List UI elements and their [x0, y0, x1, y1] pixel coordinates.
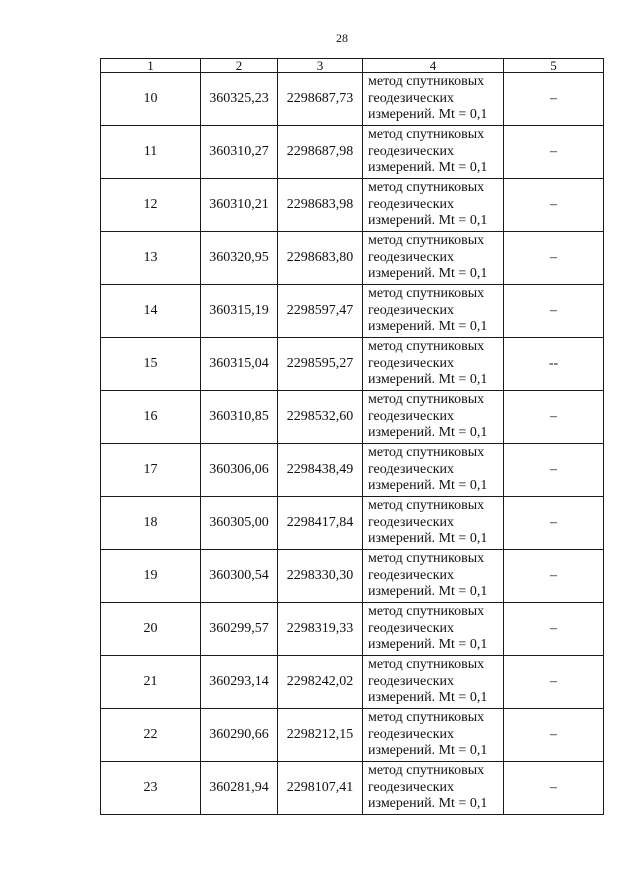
method-line: геодезических	[368, 567, 455, 583]
method-line: геодезических	[368, 620, 455, 636]
method-line: измерений. Mt = 0,1	[368, 213, 488, 229]
method-line: геодезических	[368, 673, 455, 689]
method-cell	[363, 338, 504, 391]
table-row	[101, 285, 604, 338]
table-row	[101, 73, 604, 126]
method-line: измерений. Mt = 0,1	[368, 796, 488, 812]
method-line: измерений. Mt = 0,1	[368, 160, 488, 176]
x-coordinate-cell: 360293,14	[201, 656, 278, 709]
page-number: 28	[336, 31, 348, 45]
y-coordinate-cell: 2298212,15	[278, 709, 363, 762]
header-col-3: 3	[278, 59, 363, 73]
method-cell	[363, 603, 504, 656]
x-coordinate-cell: 360325,23	[201, 73, 278, 126]
y-coordinate-cell: 2298319,33	[278, 603, 363, 656]
note-cell: –	[504, 550, 604, 603]
coordinates-table	[100, 58, 604, 815]
y-coordinate-cell: 2298687,98	[278, 126, 363, 179]
method-line: геодезических	[368, 143, 455, 159]
note-cell: –	[504, 285, 604, 338]
x-coordinate-cell: 360315,19	[201, 285, 278, 338]
x-coordinate-cell: 360299,57	[201, 603, 278, 656]
x-coordinate-cell: 360315,04	[201, 338, 278, 391]
header-col-2: 2	[201, 59, 278, 73]
method-cell	[363, 550, 504, 603]
table-row	[101, 497, 604, 550]
method-line: метод спутниковых	[368, 180, 485, 196]
table-row	[101, 391, 604, 444]
table-row	[101, 709, 604, 762]
method-line: метод спутниковых	[368, 763, 485, 779]
y-coordinate-cell: 2298595,27	[278, 338, 363, 391]
x-coordinate-cell: 360305,00	[201, 497, 278, 550]
method-line: геодезических	[368, 514, 455, 530]
table-row	[101, 550, 604, 603]
x-coordinate-cell: 360281,94	[201, 762, 278, 815]
method-line: метод спутниковых	[368, 710, 485, 726]
y-coordinate-cell: 2298330,30	[278, 550, 363, 603]
method-line: измерений. Mt = 0,1	[368, 266, 488, 282]
method-line: геодезических	[368, 355, 455, 371]
note-cell: –	[504, 179, 604, 232]
method-line: измерений. Mt = 0,1	[368, 690, 488, 706]
method-line: метод спутниковых	[368, 604, 485, 620]
note-cell: –	[504, 656, 604, 709]
table-row	[101, 232, 604, 285]
point-number-cell: 21	[101, 656, 201, 709]
method-cell	[363, 285, 504, 338]
x-coordinate-cell: 360320,95	[201, 232, 278, 285]
method-line: метод спутниковых	[368, 551, 485, 567]
point-number-cell: 15	[101, 338, 201, 391]
method-line: геодезических	[368, 249, 455, 265]
method-line: геодезических	[368, 779, 455, 795]
method-line: измерений. Mt = 0,1	[368, 743, 488, 759]
table-row	[101, 338, 604, 391]
method-line: геодезических	[368, 90, 455, 106]
y-coordinate-cell: 2298107,41	[278, 762, 363, 815]
method-line: измерений. Mt = 0,1	[368, 584, 488, 600]
method-line: измерений. Mt = 0,1	[368, 478, 488, 494]
method-line: измерений. Mt = 0,1	[368, 531, 488, 547]
method-line: метод спутниковых	[368, 127, 485, 143]
method-line: геодезических	[368, 408, 455, 424]
y-coordinate-cell: 2298532,60	[278, 391, 363, 444]
method-line: измерений. Mt = 0,1	[368, 372, 488, 388]
method-cell	[363, 126, 504, 179]
coordinates-table-body	[101, 73, 604, 815]
method-line: метод спутниковых	[368, 657, 485, 673]
note-cell: --	[504, 338, 604, 391]
method-line: измерений. Mt = 0,1	[368, 637, 488, 653]
method-cell	[363, 497, 504, 550]
point-number-cell: 13	[101, 232, 201, 285]
point-number-cell: 12	[101, 179, 201, 232]
point-number-cell: 18	[101, 497, 201, 550]
note-cell: –	[504, 762, 604, 815]
method-cell	[363, 762, 504, 815]
note-cell: –	[504, 391, 604, 444]
point-number-cell: 11	[101, 126, 201, 179]
method-line: метод спутниковых	[368, 498, 485, 514]
table-row	[101, 179, 604, 232]
method-line: геодезических	[368, 302, 455, 318]
x-coordinate-cell: 360300,54	[201, 550, 278, 603]
header-col-5: 5	[504, 59, 604, 73]
y-coordinate-cell: 2298242,02	[278, 656, 363, 709]
method-line: измерений. Mt = 0,1	[368, 425, 488, 441]
method-cell	[363, 179, 504, 232]
method-cell	[363, 444, 504, 497]
method-cell	[363, 391, 504, 444]
y-coordinate-cell: 2298683,80	[278, 232, 363, 285]
x-coordinate-cell: 360310,21	[201, 179, 278, 232]
y-coordinate-cell: 2298683,98	[278, 179, 363, 232]
method-line: метод спутниковых	[368, 74, 485, 90]
y-coordinate-cell: 2298687,73	[278, 73, 363, 126]
method-cell	[363, 232, 504, 285]
x-coordinate-cell: 360310,85	[201, 391, 278, 444]
table-row	[101, 603, 604, 656]
note-cell: –	[504, 73, 604, 126]
method-cell	[363, 73, 504, 126]
x-coordinate-cell: 360290,66	[201, 709, 278, 762]
point-number-cell: 10	[101, 73, 201, 126]
header-row	[101, 59, 604, 73]
method-line: метод спутниковых	[368, 286, 485, 302]
method-line: геодезических	[368, 726, 455, 742]
method-line: метод спутниковых	[368, 233, 485, 249]
method-line: метод спутниковых	[368, 392, 485, 408]
table-row	[101, 762, 604, 815]
note-cell: –	[504, 232, 604, 285]
method-cell	[363, 709, 504, 762]
point-number-cell: 14	[101, 285, 201, 338]
point-number-cell: 20	[101, 603, 201, 656]
point-number-cell: 16	[101, 391, 201, 444]
method-line: измерений. Mt = 0,1	[368, 319, 488, 335]
point-number-cell: 17	[101, 444, 201, 497]
x-coordinate-cell: 360310,27	[201, 126, 278, 179]
method-line: геодезических	[368, 461, 455, 477]
note-cell: –	[504, 709, 604, 762]
table-header	[101, 59, 604, 73]
point-number-cell: 19	[101, 550, 201, 603]
x-coordinate-cell: 360306,06	[201, 444, 278, 497]
method-line: метод спутниковых	[368, 445, 485, 461]
note-cell: –	[504, 497, 604, 550]
header-col-4: 4	[363, 59, 504, 73]
note-cell: –	[504, 603, 604, 656]
point-number-cell: 23	[101, 762, 201, 815]
header-col-1: 1	[101, 59, 201, 73]
note-cell: –	[504, 444, 604, 497]
method-line: метод спутниковых	[368, 339, 485, 355]
y-coordinate-cell: 2298417,84	[278, 497, 363, 550]
point-number-cell: 22	[101, 709, 201, 762]
method-line: измерений. Mt = 0,1	[368, 107, 488, 123]
y-coordinate-cell: 2298597,47	[278, 285, 363, 338]
y-coordinate-cell: 2298438,49	[278, 444, 363, 497]
table-row	[101, 126, 604, 179]
table-row	[101, 444, 604, 497]
note-cell: –	[504, 126, 604, 179]
table-row	[101, 656, 604, 709]
method-line: геодезических	[368, 196, 455, 212]
method-cell	[363, 656, 504, 709]
